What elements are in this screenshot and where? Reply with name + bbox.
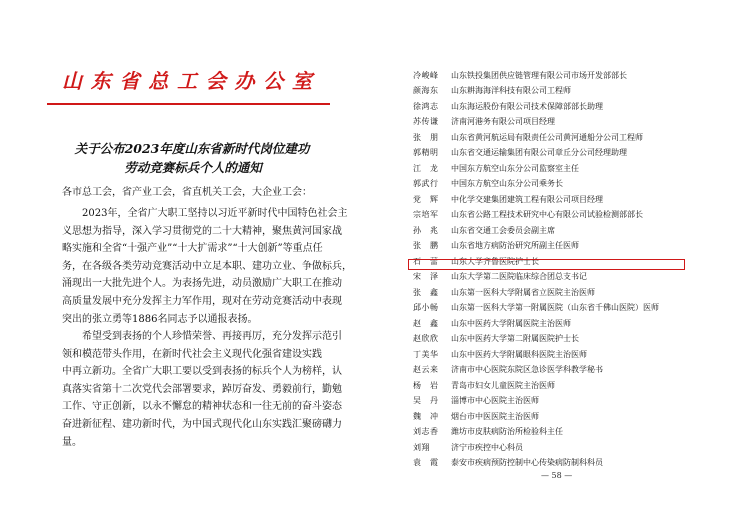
- honoree-name: 江 龙: [413, 163, 439, 173]
- honoree-affiliation: 泰安市疾病预防控制中心传染病防制科科员: [451, 458, 603, 467]
- paragraph-line: 2023年，全省广大职工坚持以习近平新时代中国特色社会主: [62, 208, 348, 219]
- honoree-name: 徐鸿志: [413, 101, 439, 111]
- document-title-line-1: 关于公布2023年度山东省新时代岗位建功: [74, 141, 310, 156]
- paragraph-line: 中再立新功。全省广大职工要以受到表扬的标兵个人为榜样，认: [62, 366, 342, 378]
- letterhead-char: 省: [119, 68, 142, 93]
- honoree-name: 邱小畅: [413, 303, 439, 312]
- letterhead: [62, 66, 314, 92]
- honoree-name: 党 辉: [413, 194, 439, 204]
- honoree-affiliation: 烟台市中医医院主治医师: [451, 411, 539, 421]
- honoree-row: [413, 68, 627, 82]
- page-number: — 58 —: [541, 471, 573, 480]
- honoree-affiliation: 山东海运股份有限公司技术保障部部长助理: [451, 101, 603, 111]
- honoree-name: 郭精明: [413, 148, 439, 157]
- honoree-name: 郭武行: [413, 179, 439, 188]
- honoree-row: [413, 456, 603, 470]
- honoree-row: [413, 84, 571, 98]
- honoree-affiliation: 山东第一医科大学第一附属医院（山东省千佛山医院）医师: [451, 303, 659, 312]
- honoree-row: [413, 130, 643, 144]
- honoree-row: [413, 192, 603, 206]
- honoree-row: [413, 270, 587, 284]
- paragraph-2: [62, 328, 342, 451]
- paragraph-line: 领和模范带头作用，在新时代社会主义现代化强省建设实践: [62, 348, 322, 360]
- letterhead-char: 会: [205, 68, 228, 93]
- honoree-name: 宗培军: [413, 210, 439, 219]
- letterhead-char: 公: [263, 68, 286, 93]
- honoree-row: [413, 332, 579, 346]
- honoree-row: [413, 285, 595, 299]
- letterhead-char: 东: [90, 68, 113, 93]
- honoree-name: 赵欣欣: [413, 334, 439, 343]
- document-title-line-2: 劳动竞赛标兵个人的通知: [124, 160, 262, 175]
- honoree-name: 颜海东: [413, 86, 439, 95]
- honoree-name: 张 朋: [413, 132, 439, 142]
- honoree-name: 赵 鑫: [413, 318, 439, 328]
- paragraph-line: 真落实省第十二次党代会部署要求，踔厉奋发、勇毅前行，勤勉: [62, 383, 342, 395]
- paragraph-line: 务，在各级各类劳动竞赛活动中立足本职、建功立业、争做标兵，: [62, 260, 352, 272]
- honoree-name: 丁美华: [413, 349, 439, 359]
- paragraph-line: 涌现出一大批先进个人。为表扬先进，动员激励广大职工在推动: [62, 278, 342, 290]
- salutation: [62, 184, 322, 202]
- honoree-affiliation: 山东中医药大学第二附属医院护士长: [451, 334, 579, 343]
- honoree-affiliation: 济南河港务有限公司项目经理: [451, 117, 555, 126]
- honoree-row: [413, 99, 603, 113]
- honoree-row: [413, 301, 659, 315]
- honoree-name: 苏传谦: [413, 117, 439, 126]
- honoree-affiliation: 中国东方航空山东分公司乘务长: [451, 179, 563, 188]
- honoree-name: 张 鑫: [413, 287, 439, 297]
- paragraph-line: 略实施和全省“十强产业”“十大扩需求”“十大创新”等重点任: [62, 243, 323, 255]
- letterhead-char: 室: [292, 68, 314, 93]
- highlight-box: [408, 259, 685, 270]
- honoree-affiliation: 山东耕海海洋科技有限公司工程师: [451, 86, 571, 95]
- honoree-row: [413, 394, 539, 408]
- paragraph-line: 突出的张立勇等1886名同志予以通报表扬。: [62, 313, 258, 325]
- honoree-name: 张 鹏: [413, 241, 439, 250]
- honoree-row: [413, 425, 563, 439]
- honoree-row: [413, 440, 523, 454]
- honoree-name: 刘翔: [413, 442, 430, 452]
- honoree-affiliation: 中国东方航空山东分公司监察室主任: [451, 163, 579, 173]
- honoree-affiliation: 山东中医药大学附属眼科医院主治医师: [451, 349, 587, 359]
- honoree-row: [413, 115, 555, 129]
- honoree-row: [413, 223, 555, 237]
- honoree-name: 吴 丹: [413, 396, 439, 405]
- honoree-row: [413, 239, 579, 253]
- honoree-affiliation: 淄博市中心医院主治医师: [451, 396, 539, 405]
- honoree-name: 宋 泽: [413, 272, 439, 281]
- honoree-row: [413, 161, 579, 175]
- paragraph-line: 量。: [62, 436, 82, 448]
- honoree-name: 赵云来: [413, 365, 439, 374]
- honoree-affiliation: 山东大学第二医院临床综合团总支书记: [451, 272, 587, 281]
- honoree-row: [413, 316, 571, 330]
- salutation-text: 各市总工会，省产业工会，省直机关工会，大企业工会：: [62, 187, 312, 198]
- honoree-affiliation: 山东大学齐鲁医院护士长: [451, 256, 539, 266]
- honoree-row: [413, 363, 603, 377]
- honoree-row: [413, 208, 643, 222]
- honoree-affiliation: 山东省地方病防治研究所副主任医师: [451, 241, 579, 250]
- paragraph-1: [62, 205, 352, 328]
- honoree-affiliation: 济宁市疾控中心科员: [451, 442, 523, 452]
- letterhead-char: 山: [62, 68, 84, 93]
- paragraph-line: 奋进新征程、建功新时代，为中国式现代化山东实践汇聚磅礴力: [62, 418, 342, 430]
- honoree-affiliation: 山东省交通运输集团有限公司章丘分公司经理助理: [451, 148, 627, 157]
- honoree-row: [413, 177, 563, 191]
- honoree-affiliation: 济南市中心医院东院区急诊医学科教学秘书: [451, 365, 603, 374]
- honoree-row: [413, 347, 587, 361]
- honoree-name: 杨 岩: [413, 380, 439, 390]
- paragraph-line: 高质量发展中充分发挥主力军作用，现对在劳动竞赛活动中表现: [62, 295, 342, 307]
- honoree-name: 孙 兆: [413, 225, 439, 235]
- honoree-name: 魏 冲: [413, 411, 439, 421]
- letterhead-char: 工: [177, 68, 199, 93]
- letterhead-char: 办: [234, 68, 257, 93]
- paragraph-line: 义思想为指导，深入学习贯彻党的二十大精神，聚焦黄河国家战: [62, 225, 342, 237]
- honoree-affiliation: 中化学交建集团建筑工程有限公司项目经理: [451, 194, 603, 204]
- honoree-row: [413, 146, 627, 160]
- paragraph-line: 希望受到表扬的个人珍惜荣誉、再接再厉，充分发挥示范引: [62, 331, 342, 342]
- honoree-row: [413, 409, 539, 423]
- honoree-affiliation: 潍坊市皮肤病防治所检验科主任: [451, 427, 563, 436]
- honoree-name: 刘志香: [413, 427, 439, 436]
- honoree-affiliation: 山东省交通工会委员会副主席: [451, 225, 555, 235]
- honoree-affiliation: 山东铁投集团供应链管理有限公司市场开发部部长: [451, 70, 627, 80]
- honoree-name: 袁 霞: [413, 458, 439, 467]
- honoree-affiliation: 山东省公路工程技术研究中心有限公司试验检测部部长: [451, 210, 643, 219]
- honoree-affiliation: 青岛市妇女儿童医院主治医师: [451, 380, 555, 390]
- letterhead-divider: [47, 103, 330, 105]
- letterhead-char: 总: [148, 68, 171, 93]
- honoree-affiliation: 山东第一医科大学附属省立医院主治医师: [451, 287, 595, 297]
- paragraph-line: 工作、守正创新，以永不懈怠的精神状态和一往无前的奋斗姿态: [62, 401, 342, 413]
- honoree-affiliation: 山东省黄河航运局有限责任公司黄河通船分公司工程师: [451, 132, 643, 142]
- honoree-affiliation: 山东中医药大学附属医院主治医师: [451, 318, 571, 328]
- honoree-row: [413, 378, 555, 392]
- honoree-name: 冷峻峰: [413, 70, 439, 80]
- honoree-name: 石 蕾: [413, 256, 439, 266]
